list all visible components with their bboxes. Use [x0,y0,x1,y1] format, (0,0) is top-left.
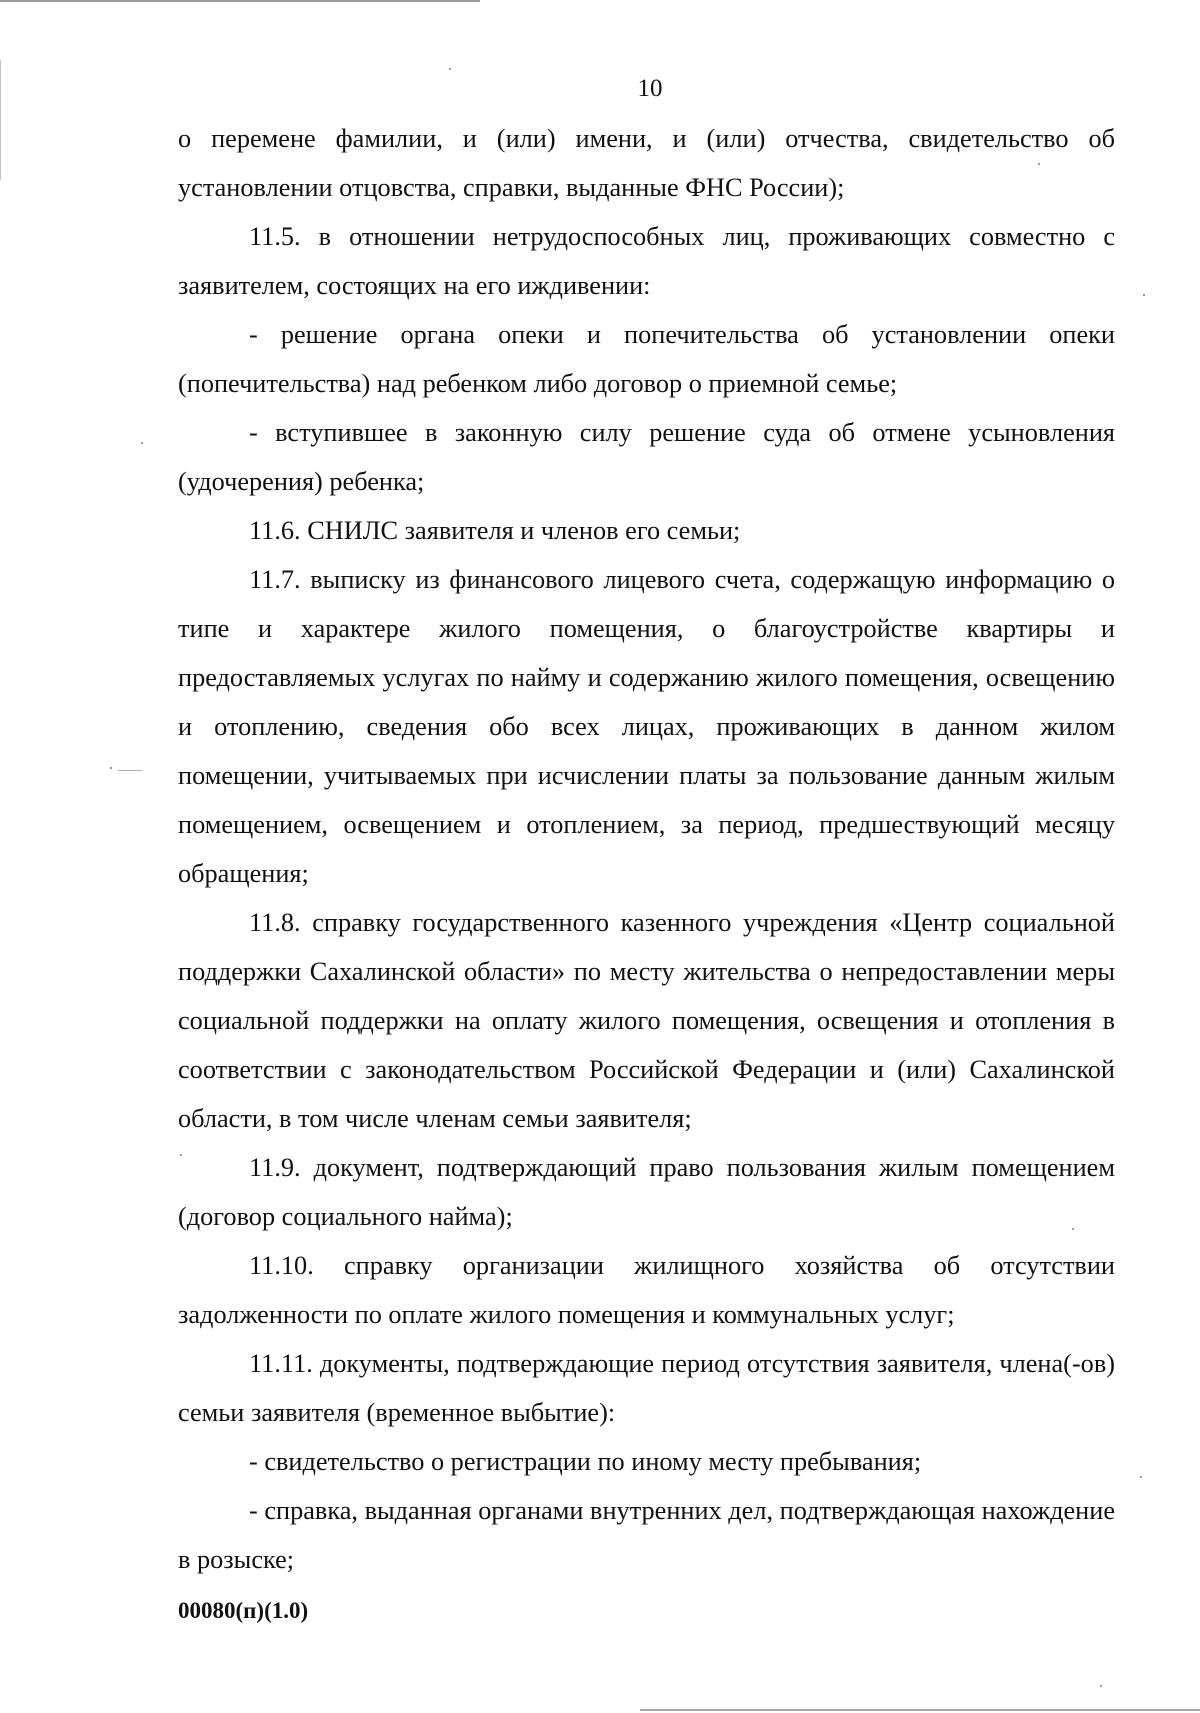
paragraph: - решение органа опеки и попечительства об установлении опеки (попечительства) над ребенком либо договор о приемной семье; [178,320,1115,398]
page-number: 10 [637,75,663,102]
paragraph: 11.7. выписку из финансового лицевого счета, содержащую информацию о типе и характере жилого помещения, о благоустройстве квартиры и предоставляемых услугах по найму и содержанию жилого помещения, освещению и отоплению, сведения обо всех лицах, проживающих в данном жилом помещении, учитываемых при исчислении платы за пользование данным жилым помещением, освещением и отоплением, за период, предшествующий месяцу обращения; [178,565,1115,888]
paragraph: 11.11. документы, подтверждающие период отсутствия заявителя, члена(-ов) семьи заявителя (временное выбытие): [178,1349,1115,1427]
scan-speck [110,767,112,769]
scan-speck [1100,1685,1102,1687]
document-body [178,114,1115,1584]
scan-speck [141,442,143,444]
paragraph: 11.9. документ, подтверждающий право пользования жилым помещением (договор социального найма); [178,1153,1115,1231]
paragraph: - свидетельство о регистрации по иному месту пребывания; [249,1447,922,1476]
scan-edge-line-bottom [640,1709,1200,1711]
paragraph: 11.6. СНИЛС заявителя и членов его семьи; [249,516,741,545]
document-code: 00080(п)(1.0) [178,1598,309,1623]
paragraph: - вступившее в законную силу решение суда об отмене усыновления (удочерения) ребенка; [178,418,1115,496]
scan-speck [1140,1476,1142,1478]
scan-speck [449,68,451,70]
paragraph: о перемене фамилии, и (или) имени, и (или) отчества, свидетельство об установлении отцовства, справки, выданные ФНС России); [178,124,1115,202]
paragraph: 11.5. в отношении нетрудоспособных лиц, проживающих совместно с заявителем, состоящих на его иждивении: [178,222,1115,300]
scan-edge-line-top [0,0,480,2]
paragraph: 11.10. справку организации жилищного хозяйства об отсутствии задолженности по оплате жилого помещения и коммунальных услуг; [178,1251,1115,1329]
scan-speck [1143,294,1145,296]
scan-dash-mark [118,770,142,771]
paragraph: - справка, выданная органами внутренних дел, подтверждающая нахождение в розыске; [178,1496,1115,1574]
paragraph: 11.8. справку государственного казенного учреждения «Центр социальной поддержки Сахалинской области» по месту жительства о непредоставлении меры социальной поддержки на оплату жилого помещения, освещения и отопления в соответствии с законодательством Российской Федерации и (или) Сахалинской области, в том числе членам семьи заявителя; [178,908,1115,1133]
